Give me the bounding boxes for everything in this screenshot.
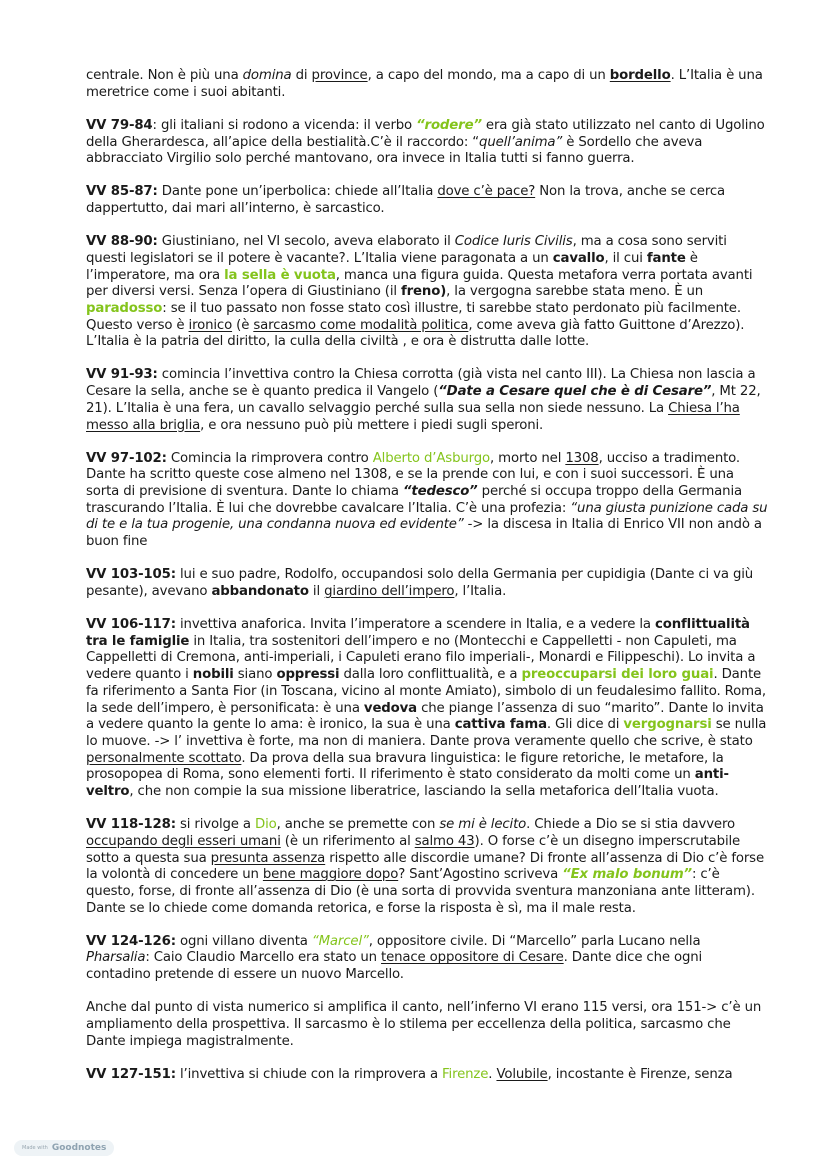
bold-italic-tedesco: “tedesco” xyxy=(402,484,478,500)
underlined-scottato: personalmente scottato xyxy=(86,750,242,766)
highlight-firenze: Firenze xyxy=(442,1066,489,1082)
underlined-ironico: ironico xyxy=(188,317,233,333)
text: , manca una figura guida. Questa metafora verra portata avanti per diversi versi. Senza l’opera di Giustiniano (il xyxy=(86,267,753,300)
notes-page xyxy=(86,68,768,1100)
highlight-vergognarsi: vergognarsi xyxy=(623,717,712,733)
bold-freno: freno) xyxy=(401,284,447,300)
text: ? Sant’Agostino scriveva xyxy=(398,867,563,883)
text: perché si occupa troppo della Germania trascurando l’Italia. È lui che dovrebbe cavalcare l’Italia. C’è una profezia: xyxy=(86,484,742,516)
text: siano xyxy=(233,667,277,683)
text: . Gli dice di xyxy=(546,717,624,733)
text: , l’Italia. xyxy=(454,583,507,599)
text: lui e suo padre, Rodolfo, occupandosi solo della Germania per cupidigia (Dante ci va giù pesante), avevano xyxy=(86,567,754,599)
text: è l’imperatore, ma ora xyxy=(86,250,698,283)
italic-quellanima: quell’anima” xyxy=(479,134,563,150)
text: di xyxy=(291,68,312,83)
underlined-umani: occupando degli esseri umani xyxy=(86,833,281,849)
text: , ucciso a tradimento. Dante ha scritto queste cose almeno nel 1308, e se la prende con lui, e con i suoi successori. È una sorta di previsione di sventura. Dante lo chiama xyxy=(86,450,741,500)
underlined-1308: 1308 xyxy=(565,450,599,466)
bold-nobili: nobili xyxy=(192,667,234,683)
underlined-tenace: tenace oppositore di Cesare xyxy=(381,950,564,966)
paragraph-vv-127-151 xyxy=(86,1067,768,1084)
text: . Da prova della sua bravura linguistica: le figure retoriche, le metafore, la prosopopea di Roma, sono elementi forti. Il riferimento è stato considerato da molti come un xyxy=(86,750,724,783)
text: il xyxy=(308,583,325,599)
text: centrale. Non è più una xyxy=(86,68,243,83)
verse-label: VV 127-151: xyxy=(86,1066,176,1082)
underlined-bene: bene maggiore dopo xyxy=(262,867,399,883)
text: : c’è questo, forse, di fronte all’assenza di Dio (è una sorta di provvida sventura manzoniana ante litteram). Dante se lo chiede come domanda retorica, e forse la risposta è sì, ma il male resta. xyxy=(86,867,755,916)
text: rispetto alle discordie umane? Di fronte all’assenza di Dio c’è forse la volontà di concedere un xyxy=(86,850,764,883)
bold-anti-veltro: anti-veltro xyxy=(86,767,729,800)
highlight-ex-malo-bonum: “Ex malo bonum” xyxy=(562,867,692,883)
highlight-guai: preoccuparsi dei loro guai xyxy=(521,667,714,683)
text: , il cui xyxy=(604,250,647,266)
underlined-assenza: presunta assenza xyxy=(210,850,326,866)
paragraph-vv-79-84 xyxy=(86,118,768,168)
text: , come aveva già fatto Guittone d’Arezzo). L’Italia è la patria del diritto, la culla della civiltà , e ora è distrutta dalle lotte. xyxy=(86,317,745,350)
text: Comincia la rimprovera contro xyxy=(166,450,373,466)
goodnotes-badge[interactable] xyxy=(14,1140,114,1156)
text: dalla loro conflittualità, e a xyxy=(339,667,522,683)
paragraph-vv-97-102 xyxy=(86,451,768,551)
paragraph-vv-106-117 xyxy=(86,617,768,801)
text: Dante pone un’iperbolica: chiede all’Italia xyxy=(157,184,438,200)
verse-label: VV 88-90: xyxy=(86,234,158,250)
text: ). O forse c’è un disegno imperscrutabile sotto a questa sua xyxy=(86,833,741,866)
text: . Dante fa riferimento a Santa Fior (in Toscana, vicino al monte Amiato), simbolo di un feudalesimo fallito. Roma, la sede dell’impero, è personificata: è una xyxy=(86,667,766,716)
text: . xyxy=(488,1066,497,1082)
bold-vedova: vedova xyxy=(363,700,418,716)
text: , morto nel xyxy=(490,450,566,466)
text: , e ora nessuno può più mettere i piedi sugli speroni. xyxy=(200,417,544,433)
badge-brand: Goodnotes xyxy=(51,1143,107,1153)
text: si rivolge a xyxy=(175,817,255,833)
verse-label: VV 103-105: xyxy=(86,567,176,583)
text: invettiva anaforica. Invita l’imperatore a scendere in Italia, e a vedere la xyxy=(175,617,655,633)
italic-lecito: se mi è lecito xyxy=(439,817,527,833)
text: se nulla lo muove. -> l’ invettiva è forte, ma non di maniera. Dante prova veramente quello che scrive, è stato xyxy=(86,717,767,749)
text: . Dante dice che ogni contadino pretende di essere un nuovo Marcello. xyxy=(86,950,703,983)
bold-conflittualita: conflittualità tra le famiglie xyxy=(86,617,750,649)
text: Giustiniano, nel VI secolo, aveva elaborato il xyxy=(157,234,455,250)
paragraph-intro xyxy=(86,68,768,101)
text: è Sordello che aveva abbracciato Virgilio solo perché mantovano, ora invece in Italia tutti si fanno guerra. xyxy=(86,134,703,167)
badge-made-with: Made with xyxy=(22,1145,48,1151)
text: , che non compie la sua missione liberatrice, lasciando la sella metaforica dell’Italia vuota. xyxy=(129,784,719,800)
verse-label: VV 91-93: xyxy=(86,367,158,383)
verse-label: VV 85-87: xyxy=(86,184,158,200)
italic-profezia: “una giusta punizione cada su di te e la tua progenie, una condanna nuova ed evidente” xyxy=(86,500,768,533)
italic-codice: Codice Iuris Civilis xyxy=(454,234,573,250)
underlined-briglia: Chiesa l’ha messo alla briglia xyxy=(86,400,740,433)
text: ogni villano diventa xyxy=(175,933,312,949)
highlight-dio: Dio xyxy=(254,817,277,833)
underlined-salmo: salmo 43 xyxy=(414,833,475,849)
text: , ma a cosa sono serviti questi legislatori se il potere è vacante?. L’Italia viene paragonata a un xyxy=(86,234,727,266)
italic-domina: domina xyxy=(242,68,292,83)
highlight-marcel: “Marcel” xyxy=(311,933,369,949)
text: , incostante è Firenze, senza xyxy=(547,1066,733,1082)
verse-label: VV 106-117: xyxy=(86,617,176,633)
text: : gli italiani si rodono a vicenda: il verbo xyxy=(152,117,417,133)
paragraph-vv-85-87 xyxy=(86,184,768,217)
text: comincia l’invettiva contro la Chiesa corrotta (già vista nel canto III). La Chiesa non lascia a Cesare la sella, anche se è quanto predica il Vangelo ( xyxy=(86,367,756,400)
bold-oppressi: oppressi xyxy=(276,667,340,683)
bold-abbandonato: abbandonato xyxy=(211,583,309,599)
highlight-rodere: “rodere” xyxy=(416,117,482,133)
text: l’invettiva si chiude con la rimprovera a xyxy=(175,1066,443,1082)
paragraph-vv-124-126 xyxy=(86,934,768,984)
underlined-sarcasmo: sarcasmo come modalità politica xyxy=(253,317,469,333)
highlight-sella: la sella è vuota xyxy=(224,267,336,283)
underlined-giardino: giardino dell’impero xyxy=(324,583,455,599)
italic-pharsalia: Pharsalia xyxy=(86,950,146,966)
text: , a capo del mondo, ma a capo di un xyxy=(367,68,610,83)
text: era già stato utilizzato nel canto di Ugolino della Gherardesca, all’apice della bestialità.C’è il raccordo: “ xyxy=(86,117,765,150)
verse-label: VV 118-128: xyxy=(86,817,176,833)
text: (è un riferimento al xyxy=(280,833,415,849)
verse-label: VV 97-102: xyxy=(86,450,167,466)
paragraph-vv-88-90 xyxy=(86,234,768,351)
bold-cattiva-fama: cattiva fama xyxy=(454,717,547,733)
underlined-province: province xyxy=(311,68,368,83)
text: , oppositore civile. Di “Marcello” parla Lucano nella xyxy=(368,933,701,949)
verse-label: VV 124-126: xyxy=(86,933,176,949)
bold-bordello: bordello xyxy=(609,68,671,83)
text: (è xyxy=(232,317,254,333)
highlight-paradosso: paradosso xyxy=(86,300,163,316)
underlined-pace: dove c’è pace? xyxy=(437,184,536,200)
text: in Italia, tra sostenitori dell’impero e no (Montecchi e Cappelletti - non Capuleti, ma Cappelletti di Cremona, anti-imperiali, i Capuleti erano filo imperiali-, Monardi e Filippeschi). Lo invita a vedere quanto i xyxy=(86,633,756,683)
highlight-alberto: Alberto d’Asburgo xyxy=(372,450,490,466)
paragraph-vv-118-128 xyxy=(86,817,768,917)
text: . Chiede a Dio se si stia davvero xyxy=(526,817,735,833)
text: . L’Italia è una meretrice come i suoi abitanti. xyxy=(86,68,763,100)
text: , la vergogna sarebbe stata meno. È un xyxy=(446,284,704,300)
text: : se il tuo passato non fosse stato così illustre, ti sarebbe stato perdonato più facilmente. Questo verso è xyxy=(86,300,741,333)
text: che piange l’assenza di suo “marito”. Dante lo invita a vedere quanto la gente lo ama: è ironico, la sua è una xyxy=(86,700,764,733)
underlined-volubile: Volubile xyxy=(496,1066,548,1082)
bold-italic-cesare: “Date a Cesare quel che è di Cesare” xyxy=(438,384,712,400)
text: Non la trova, anche se cerca dappertutto, dai mari all’interno, è sarcastico. xyxy=(86,184,726,216)
paragraph-numerico xyxy=(86,1000,768,1050)
verse-label: VV 79-84 xyxy=(86,117,153,133)
bold-cavallo: cavallo xyxy=(552,250,605,266)
paragraph-vv-103-105 xyxy=(86,567,768,600)
text: -> la discesa in Italia di Enrico VII non andò a buon fine xyxy=(86,517,762,550)
paragraph-vv-91-93 xyxy=(86,367,768,434)
bold-fante: fante xyxy=(646,250,686,266)
text: , anche se premette con xyxy=(276,817,440,833)
text: , Mt 22, 21). L’Italia è una fera, un cavallo selvaggio perché sulla sua sella non siede nessuno. La xyxy=(86,384,761,416)
text: : Caio Claudio Marcello era stato un xyxy=(145,950,382,966)
text: Anche dal punto di vista numerico si amplifica il canto, nell’inferno VI erano 115 versi, ora 151-> c’è un ampliamento della prospettiva. Il sarcasmo è lo stilema per eccellenza della politica, sarcasmo che Dante impiega magistralmente. xyxy=(86,1000,762,1049)
